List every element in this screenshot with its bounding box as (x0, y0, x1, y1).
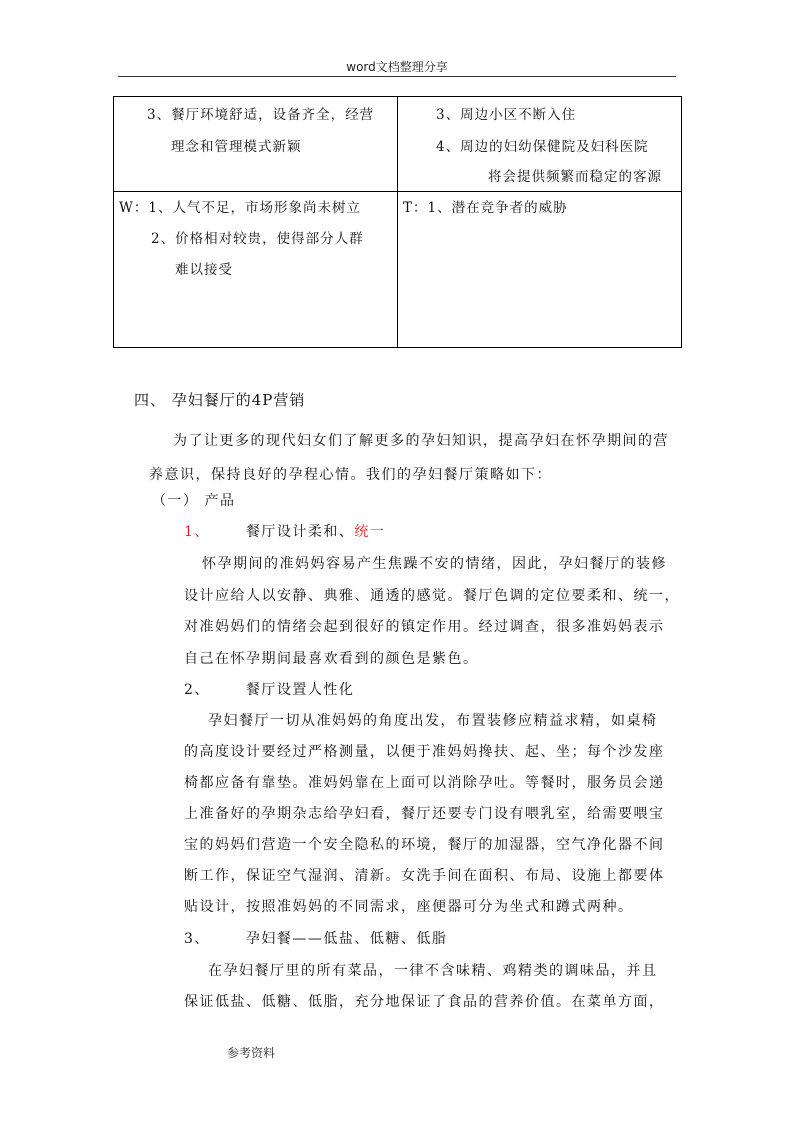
para2-line: 椅都应备有靠垫。准妈妈靠在上面可以消除孕吐。等餐时，服务员会递 (184, 775, 665, 791)
intro-line: 为了让更多的现代妇女们了解更多的孕妇知识，提高孕妇在怀孕期间的营 (173, 433, 669, 449)
para1-line: 自己在怀孕期间最喜欢看到的颜色是紫色。 (184, 651, 479, 667)
swot-line: 理念和管理模式新颖 (171, 139, 302, 155)
item-2-label: 餐厅设置人性化 (245, 682, 355, 698)
para1-line: 设计应给人以安静、典雅、通透的感觉。餐厅色调的定位要柔和、统一， (184, 588, 680, 604)
para2-line: 上准备好的孕期杂志给孕妇看，餐厅还要专门设有喂乳室，给需要喂宝 (184, 806, 665, 822)
item-2-number: 2、 (184, 682, 210, 698)
para1-line: 怀孕期间的准妈妈容易产生焦躁不安的情绪，因此，孕妇餐厅的装修 (202, 556, 667, 572)
item-1-label: 餐厅设计柔和、 (245, 524, 355, 540)
para3-line: 在孕妇餐厅里的所有菜品，一律不含味精、鸡精类的调味品，并且 (208, 963, 658, 979)
page-footer: 参考资料 (227, 1046, 276, 1060)
para1-line: 对准妈妈们的情绪会起到很好的镇定作用。经过调查，很多准妈妈表示 (184, 619, 665, 635)
item-1-number: 1、 (184, 524, 210, 540)
swot-line: 难以接受 (175, 262, 233, 278)
para2-line: 宝的妈妈们营造一个安全隐私的环境，餐厅的加湿器，空气净化器不间 (184, 837, 665, 853)
swot-cell-threats (398, 192, 682, 348)
para2-line: 的高度设计要经过严格测量，以便于准妈妈搀扶、起、坐；每个沙发座 (184, 744, 665, 760)
swot-cell-strengths (114, 97, 398, 192)
intro-line: 养意识，保持良好的孕程心情。我们的孕妇餐厅策略如下： (149, 467, 552, 483)
swot-cell-weaknesses (114, 192, 398, 348)
para3-line: 保证低盐、低糖、低脂，充分地保证了食品的营养价值。在菜单方面， (184, 994, 665, 1010)
swot-line: W：1、人气不足，市场形象尚未树立 (119, 200, 361, 216)
item-1-label-red: 统一 (354, 524, 386, 540)
item-3-heading (184, 928, 724, 948)
section-title: 四、 孕妇餐厅的4P营销 (134, 391, 306, 409)
para2-line: 贴设计，按照准妈妈的不同需求，座便器可分为坐式和蹲式两种。 (184, 899, 634, 915)
swot-cell-opportunities (398, 97, 682, 192)
swot-line: 将会提供频繁而稳定的客源 (488, 169, 662, 185)
para2-line: 断工作，保证空气湿润、清新。女洗手间在面积、布局、设施上都要体 (184, 868, 665, 884)
page-header: word文档整理分享 (346, 60, 448, 74)
item-3-label: 孕妇餐——低盐、低糖、低脂 (245, 931, 448, 947)
subsection-product: （一） 产品 (152, 493, 236, 509)
swot-line: T：1、潜在竞争者的威胁 (403, 200, 568, 216)
item-3-number: 3、 (184, 931, 210, 947)
para2-line: 孕妇餐厅一切从准妈妈的角度出发，布置装修应精益求精，如桌椅 (208, 713, 658, 729)
swot-line: 4、周边的妇幼保健院及妇科医院 (436, 139, 649, 155)
swot-line: 3、周边小区不断入住 (436, 107, 577, 123)
item-2-heading (184, 679, 724, 699)
swot-line: 2、价格相对较贵，使得部分人群 (151, 231, 364, 247)
swot-table (113, 96, 682, 348)
swot-line: 3、餐厅环境舒适，设备齐全，经营 (147, 107, 375, 123)
header-rule (118, 76, 676, 77)
item-1-heading (184, 521, 724, 541)
